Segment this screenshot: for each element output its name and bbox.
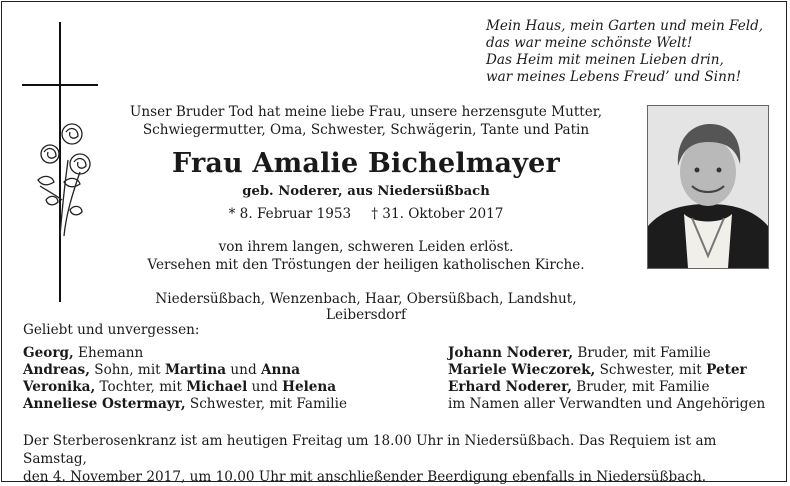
cross-icon-bar [22,84,98,86]
obituary-notice [1,1,787,485]
birth-date: * 8. Februar 1953 [228,206,352,222]
family-member: Anneliese Ostermayr, Schwester, mit Familie [23,396,347,412]
funeral-info [23,432,775,486]
poem-line: Das Heim mit meinen Lieben drin, [486,52,724,68]
family-list-left [23,345,433,413]
death-line: von ihrem langen, schweren Leiden erlöst. [218,239,514,255]
family-member: Johann Noderer, Bruder, mit Familie [448,345,711,361]
poem-line: das war meine schönste Welt! [486,35,693,51]
life-dates [114,206,618,222]
roses-icon [34,120,96,238]
intro-line: Schwiegermutter, Oma, Schwester, Schwägerin, Tante und Patin [142,122,590,138]
poem-line: Mein Haus, mein Garten und mein Feld, [486,18,764,34]
places-list: Niedersüßbach, Wenzenbach, Haar, Obersüßbach, Landshut, Leibersdorf [155,291,577,323]
family-member: Georg, Ehemann [23,345,144,361]
poem [486,18,776,86]
family-list-right [448,345,778,413]
family-member: Erhard Noderer, Bruder, mit Familie [448,379,710,395]
intro-text [114,103,618,139]
death-text [114,238,618,274]
family-member: Mariele Wieczorek, Schwester, mit Peter [448,362,747,378]
funeral-line: den 4. November 2017, um 10.00 Uhr mit anschließender Beerdigung ebenfalls in Niedersüßbach. [23,469,707,485]
intro-line: Unser Bruder Tod hat meine liebe Frau, unsere herzensgute Mutter, [129,104,603,120]
family-member: im Namen aller Verwandten und Angehörigen [448,396,766,412]
funeral-line: Der Sterberosenkranz ist am heutigen Freitag um 18.00 Uhr in Niedersüßbach. Das Requiem ist am Samstag, [23,433,717,467]
family-member: Andreas, Sohn, mit Martina und Anna [23,362,301,378]
poem-line: war meines Lebens Freud’ und Sinn! [486,69,742,85]
family-member: Veronika, Tochter, mit Michael und Helena [23,379,337,395]
death-line: Versehen mit den Tröstungen der heiligen katholischen Kirche. [147,257,585,273]
loved-label: Geliebt und unvergessen: [23,322,200,338]
maiden-name: geb. Noderer, aus Niedersüßbach [242,184,490,199]
deceased-name: Frau Amalie Bichelmayer [172,148,560,179]
portrait-photo [647,105,769,269]
death-date: † 31. Oktober 2017 [371,206,504,222]
